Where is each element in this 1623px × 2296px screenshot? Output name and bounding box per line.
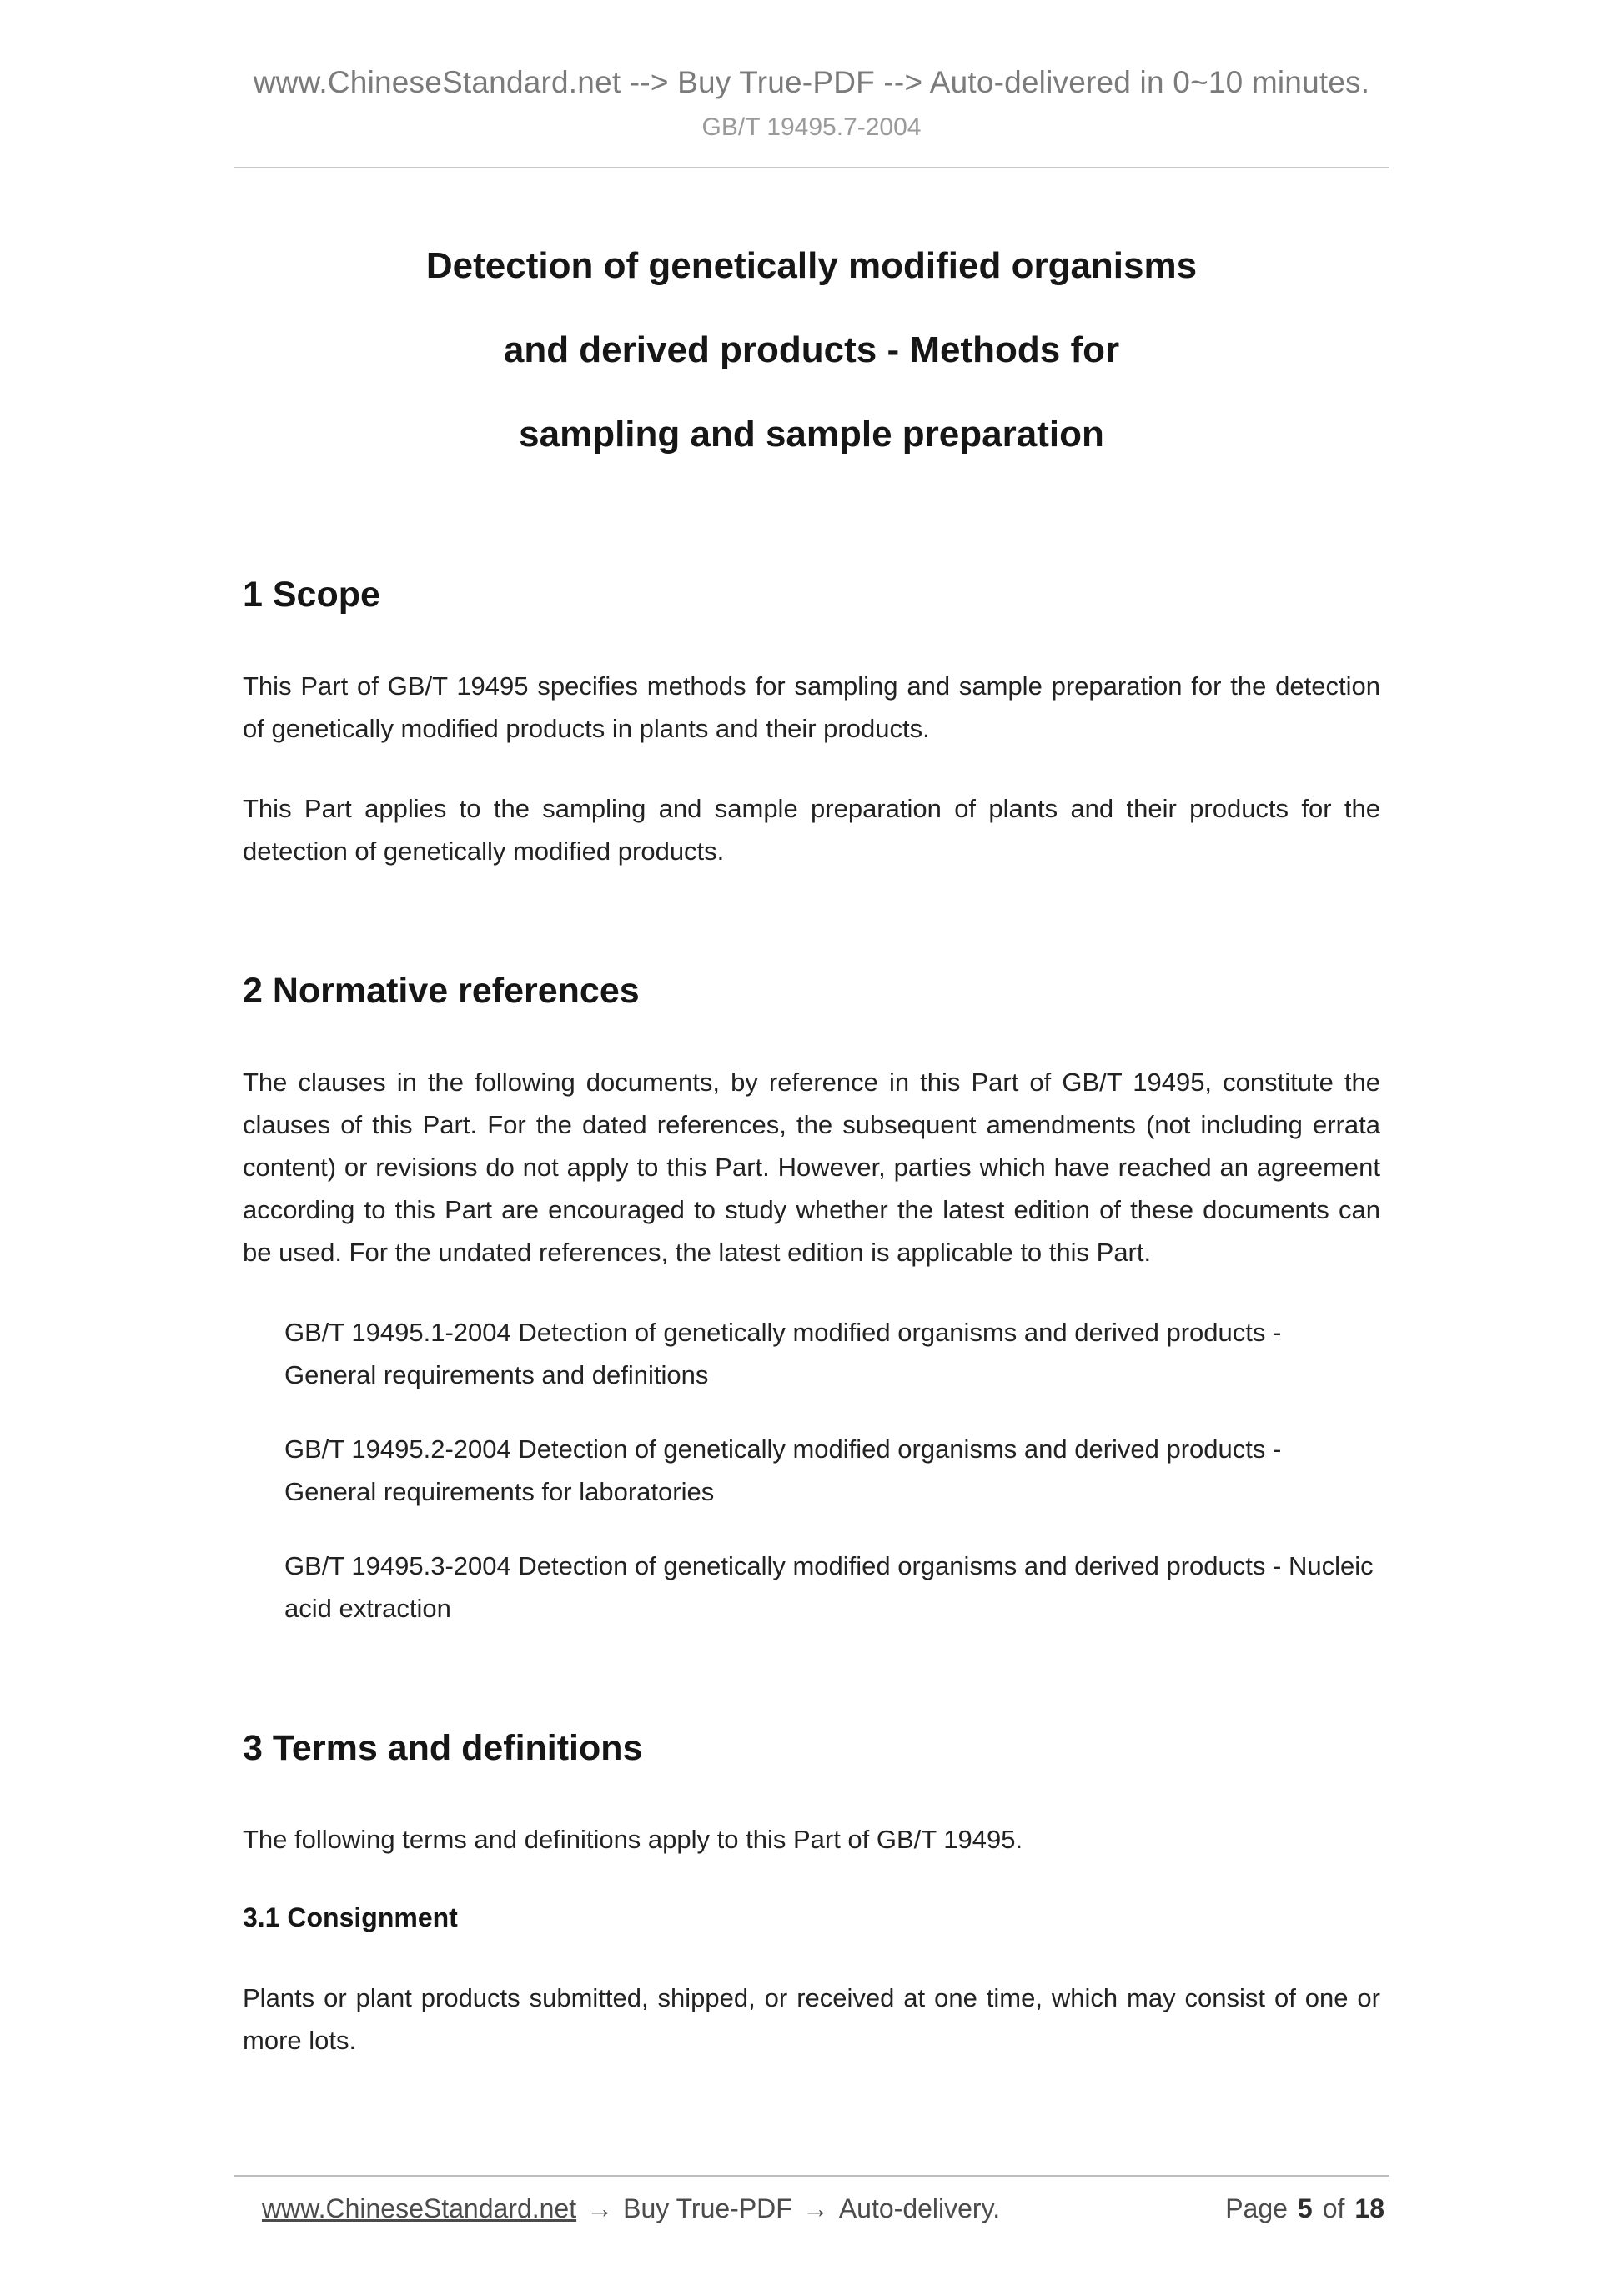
document-title: [243, 224, 1380, 476]
title-line-3: sampling and sample preparation: [519, 414, 1104, 455]
reference-item-2: GB/T 19495.2-2004 Detection of genetically modified organisms and derived products - General requirements for laboratories: [284, 1434, 1282, 1506]
terms-paragraph: The following terms and definitions apply to this Part of GB/T 19495.: [243, 1825, 1023, 1854]
right-arrow-icon: →: [801, 2193, 829, 2223]
page-current: 5: [1297, 2193, 1313, 2223]
doc-number: GB/T 19495.7-2004: [701, 113, 922, 141]
consignment-paragraph: Plants or plant products submitted, shipped, or received at one time, which may consist of one or more lots.: [243, 1983, 1380, 2055]
scope-paragraph-2: This Part applies to the sampling and sample preparation of plants and their products for the detection of genetically modified products.: [243, 794, 1380, 866]
section-heading-scope: 1 Scope: [243, 575, 380, 615]
header-note: www.ChineseStandard.net --> Buy True-PDF --> Auto-delivered in 0~10 minutes.: [253, 65, 1370, 99]
section-heading-normative-references: 2 Normative references: [243, 971, 640, 1011]
footer-site-link[interactable]: www.ChineseStandard.net: [262, 2193, 577, 2223]
page-indicator: [1225, 2193, 1384, 2224]
footer-divider: [234, 2175, 1389, 2177]
page-label: Page: [1225, 2193, 1288, 2223]
page-header: [0, 0, 1623, 168]
document-content: [243, 224, 1380, 2062]
reference-item-3: GB/T 19495.3-2004 Detection of genetically modified organisms and derived products - Nucleic acid extraction: [284, 1551, 1374, 1623]
page-total: 18: [1354, 2193, 1384, 2223]
header-divider: [234, 167, 1389, 168]
title-line-2: and derived products - Methods for: [503, 329, 1120, 370]
title-line-1: Detection of genetically modified organisms: [425, 245, 1198, 286]
page-footer: [234, 2175, 1389, 2224]
footer-buy-text: Buy True-PDF: [623, 2193, 792, 2223]
of-label: of: [1322, 2193, 1345, 2223]
subsection-heading-consignment: 3.1 Consignment: [243, 1902, 458, 1932]
reference-item-1: GB/T 19495.1-2004 Detection of genetically modified organisms and derived products - General requirements and definitions: [284, 1318, 1282, 1389]
footer-delivery-text: Auto-delivery.: [838, 2193, 1001, 2223]
footer-promo: [262, 2193, 1000, 2224]
section-heading-terms: 3 Terms and definitions: [243, 1728, 643, 1768]
right-arrow-icon: →: [586, 2193, 614, 2223]
scope-paragraph-1: This Part of GB/T 19495 specifies methods for sampling and sample preparation for the detection of genetically modified products in plants and their products.: [243, 671, 1380, 743]
normative-paragraph: The clauses in the following documents, by reference in this Part of GB/T 19495, constitute the clauses of this Part. For the dated references, the subsequent amendments (not including errata content) or revisions do not apply to this Part. However, parties which have reached an agreement according to this Part are encouraged to study whether the latest edition of these documents can be used. For the undated references, the latest edition is applicable to this Part.: [243, 1068, 1380, 1267]
